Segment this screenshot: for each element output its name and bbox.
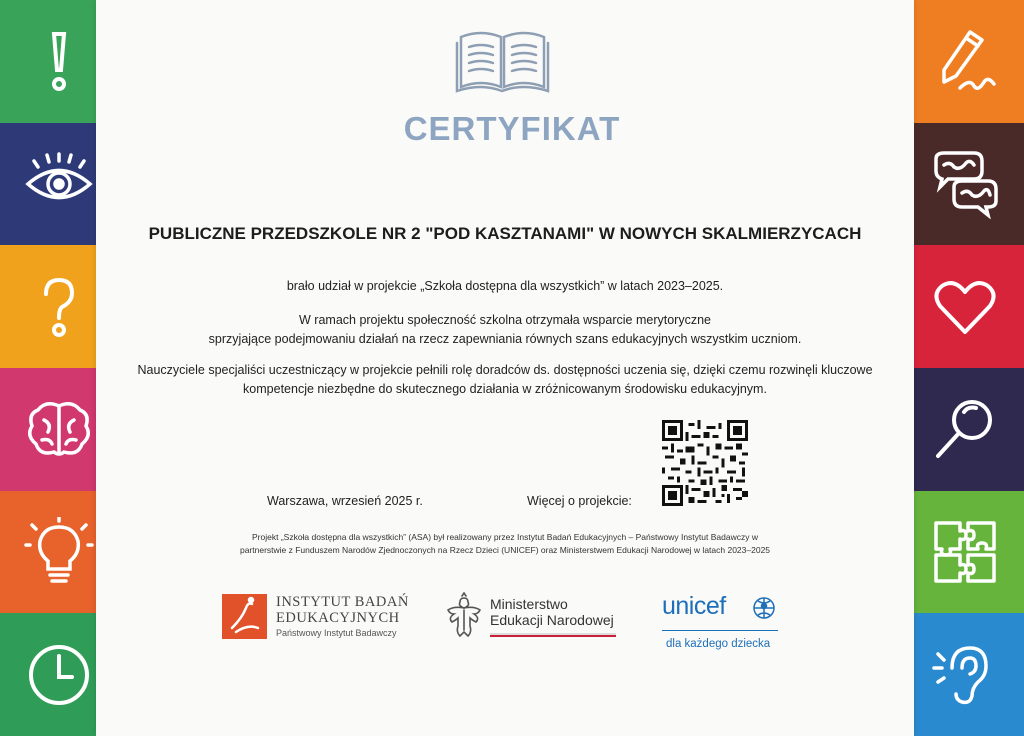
question-icon	[24, 272, 94, 342]
support-paragraph	[96, 311, 914, 349]
teachers-paragraph	[96, 361, 914, 399]
men-name-line-2: Edukacji Narodowej	[490, 612, 614, 628]
open-book-icon	[455, 25, 550, 93]
ibe-name-line-2: EDUKACYJNYCH	[276, 610, 400, 626]
teachers-line-1: Nauczyciele specjaliści uczestniczący w projekcie pełnili rolę doradców ds. dostępności uczenia się, dzięki czemu rozwinęli kluczowe	[137, 363, 873, 377]
tile-magnifier	[906, 368, 1024, 491]
speech-bubbles-icon	[930, 149, 1000, 219]
eagle-emblem-icon	[444, 592, 484, 638]
exclamation-icon	[24, 26, 94, 96]
qr-code[interactable]	[662, 420, 748, 506]
eye-icon	[24, 149, 94, 219]
puzzle-icon	[930, 517, 1000, 587]
ibe-subtitle: Państwowy Instytut Badawczy	[276, 628, 397, 638]
footnote-line-1: Projekt „Szkoła dostępna dla wszystkich” (ASA) był realizowany przez Instytut Badań Edukacyjnych – Państwowy Instytut Badawczy w	[252, 532, 758, 542]
clock-icon	[24, 640, 94, 710]
certificate-title: CERTYFIKAT	[403, 110, 621, 147]
more-info-label: Więcej o projekcie:	[527, 494, 632, 508]
ibe-logo	[222, 594, 422, 642]
heart-icon	[930, 272, 1000, 342]
lightbulb-icon	[24, 517, 94, 587]
men-logo	[440, 590, 625, 648]
pencil-icon	[930, 26, 1000, 96]
ibe-mark-icon	[222, 594, 267, 639]
unicef-logo	[660, 592, 800, 656]
men-name-line-1: Ministerstwo	[490, 596, 568, 612]
participation-line: brało udział w projekcie „Szkoła dostępna dla wszystkich” w latach 2023–2025.	[286, 279, 724, 293]
project-footnote	[96, 531, 914, 557]
ear-icon	[930, 640, 1000, 710]
men-flag-bar	[490, 633, 616, 637]
unicef-divider	[662, 630, 778, 631]
unicef-wordmark: unicef	[662, 592, 726, 620]
teachers-line-2: kompetencje niezbędne do skutecznego działania w zróżnicowanym środowisku edukacyjnym.	[243, 382, 767, 396]
tile-heart	[906, 245, 1024, 368]
tile-pencil	[906, 0, 1024, 123]
brain-icon	[24, 394, 94, 464]
place-date: Warszawa, wrzesień 2025 r.	[267, 494, 423, 508]
tile-ear	[906, 613, 1024, 736]
magnifier-icon	[930, 394, 1000, 464]
unicef-globe-icon	[752, 596, 776, 620]
footnote-line-2: partnerstwie z Funduszem Narodów Zjednoczonych na Rzecz Dzieci (UNICEF) oraz Ministerstwem Edukacji Narodowej w latach 2023–2025	[239, 545, 771, 555]
participation-text	[96, 277, 914, 296]
tile-puzzle	[906, 491, 1024, 614]
school-name: PUBLICZNE PRZEDSZKOLE NR 2 "POD KASZTANAMI" W NOWYCH SKALMIERZYCACH	[148, 224, 862, 243]
support-line-1: W ramach projektu społeczność szkolna otrzymała wsparcie merytoryczne	[299, 313, 711, 327]
support-line-2: sprzyjające podejmowaniu działań na rzecz zapewniania równych szans edukacyjnych wszystkim uczniom.	[208, 332, 802, 346]
unicef-tagline: dla każdego dziecka	[666, 638, 771, 650]
ibe-name-line-1: INSTYTUT BADAŃ	[276, 594, 409, 610]
